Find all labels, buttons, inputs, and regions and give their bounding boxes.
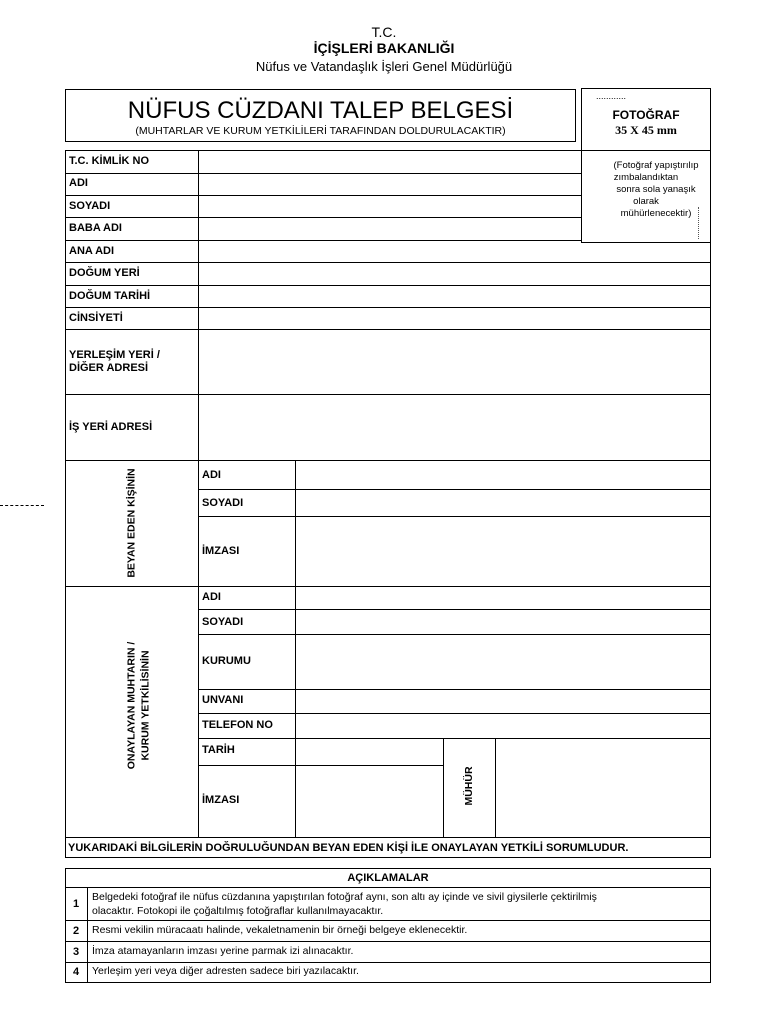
dogum-yeri-label: DOĞUM YERİ [69, 267, 140, 279]
is-yeri-field[interactable] [199, 395, 710, 460]
ana-adi-field[interactable] [199, 241, 710, 262]
photo-note-1: (Fotoğraf yapıştırılıp [613, 160, 699, 171]
photo-title: FOTOĞRAF [612, 108, 680, 122]
explanation-number: 4 [72, 966, 80, 978]
responsibility-statement: YUKARIDAKİ BİLGİLERİN DOĞRULUĞUNDAN BEYAN EDEN KİŞİ İLE ONAYLAYAN YETKİLİ SORUMLUDUR. [68, 842, 629, 854]
photo-note-4: olarak [633, 196, 659, 207]
explanation-4: Yerleşim yeri veya diğer adresten sadece biri yazılacaktır. [92, 965, 359, 977]
dogum-tarihi-label: DOĞUM TARİHİ [69, 290, 151, 302]
yerlesim-label-1: YERLEŞİM YERİ / [69, 349, 160, 361]
kurumu-label: KURUMU [202, 655, 251, 667]
explanation-3: İmza atamayanların imzası yerine parmak izi alınacaktır. [92, 945, 354, 957]
unvani-label: UNVANI [202, 694, 244, 706]
beyan-soyadi-label: SOYADI [202, 497, 244, 509]
form-subtitle: (MUHTARLAR VE KURUM YETKİLİLERİ TARAFINDAN DOLDURULACAKTIR) [135, 125, 506, 137]
beyan-imzasi-label: İMZASI [202, 545, 240, 557]
onay-soyadi-field[interactable] [296, 610, 710, 634]
soyadi-label: SOYADI [69, 200, 111, 212]
yerlesim-label-2: DİĞER ADRESİ [69, 362, 149, 374]
title-box [65, 89, 576, 142]
fold-mark [0, 505, 44, 506]
onay-imzasi-label: İMZASI [202, 794, 240, 806]
onay-imza-field[interactable] [296, 766, 443, 837]
tarih-label: TARİH [202, 744, 235, 756]
muhur-label: MÜHÜR [463, 766, 475, 806]
telefon-label: TELEFON NO [202, 719, 273, 731]
onay-adi-field[interactable] [296, 587, 710, 609]
explanations-title: AÇIKLAMALAR [347, 872, 429, 884]
beyan-imza-field[interactable] [296, 517, 710, 586]
ana-adi-label: ANA ADI [69, 245, 115, 257]
adi-label: ADI [69, 177, 88, 189]
explanation-2: Resmi vekilin müracaatı halinde, vekaletnamenin bir örneği belgeye eklenecektir. [92, 924, 468, 936]
photo-note-3: sonra sola yanaşık [616, 184, 696, 195]
beyan-adi-field[interactable] [296, 461, 710, 489]
beyan-section-label: BEYAN EDEN KİŞİNİN [125, 468, 138, 578]
header-directorate: Nüfus ve Vatandaşlık İşleri Genel Müdürlüğü [255, 59, 513, 74]
onay-section-label-1: ONAYLAYAN MUHTARIN / [125, 641, 138, 770]
cinsiyeti-label: CİNSİYETİ [69, 312, 123, 324]
form-title: NÜFUS CÜZDANI TALEP BELGESİ [127, 97, 514, 124]
soyadi-field[interactable] [199, 196, 580, 217]
photo-size: 35 X 45 mm [615, 123, 677, 137]
unvani-field[interactable] [296, 690, 710, 713]
dogum-yeri-field[interactable] [199, 263, 710, 285]
is-yeri-label: İŞ YERİ ADRESİ [69, 421, 153, 433]
baba-adi-field[interactable] [199, 218, 580, 240]
beyan-soyadi-field[interactable] [296, 490, 710, 516]
explanation-number: 2 [72, 925, 80, 937]
photo-dots: ............ [596, 91, 627, 101]
tc-kimlik-label: T.C. KİMLİK NO [69, 155, 150, 167]
header-ministry: İÇİŞLERİ BAKANLIĞI [313, 40, 455, 56]
explanation-1-line-1: Belgedeki fotoğraf ile nüfus cüzdanına yapıştırılan fotoğraf aynı, son altı ay içinde ve sivil giysilerle çektirilmiş [92, 891, 597, 903]
onay-soyadi-label: SOYADI [202, 616, 244, 628]
muhur-field[interactable] [496, 739, 710, 837]
yerlesim-field[interactable] [199, 330, 710, 394]
baba-adi-label: BABA ADI [69, 222, 122, 234]
photo-note-2: zımbalandıktan [613, 172, 679, 183]
kurumu-field[interactable] [296, 635, 710, 689]
telefon-field[interactable] [296, 714, 710, 738]
tc-kimlik-field[interactable] [199, 151, 580, 173]
tarih-field[interactable] [296, 739, 443, 765]
photo-note-5: mühürlenecektir) [620, 208, 692, 219]
onay-adi-label: ADI [202, 591, 221, 603]
onay-section-label-2: KURUM YETKİLİSİNİN [139, 650, 152, 761]
explanation-1-line-2: olacaktır. Fotokopi ile çoğaltılmış fotoğraflar kullanılmayacaktır. [92, 905, 384, 917]
explanation-number: 3 [72, 946, 80, 958]
dogum-tarihi-field[interactable] [199, 286, 710, 307]
cinsiyeti-field[interactable] [199, 308, 710, 329]
adi-field[interactable] [199, 174, 580, 195]
explanation-number: 1 [72, 898, 80, 910]
beyan-adi-label: ADI [202, 469, 221, 481]
header-tc: T.C. [371, 24, 397, 40]
